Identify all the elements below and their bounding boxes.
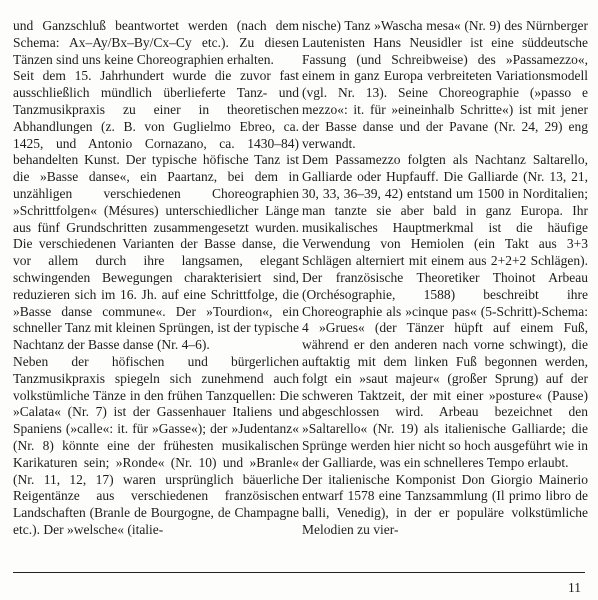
right-column [302, 18, 588, 539]
paragraph-mainerio: Der italienische Komponist Don Giorgio Mainerio entwarf 1578 eine Tanzsammlung (Il primo libro de balli, Venedig), in der er populäre volkstümliche Melodien zu vier- [302, 471, 588, 537]
paragraph-passamezzo: nische) Tanz »Wascha mesa« (Nr. 9) des Nürnberger Lautenisten Hans Neusidler ist eine süddeutsche Fassung (und Schreibweise) des »Passamezzo«, einem in ganz Europa verbreiteten Variationsmodell (vgl. Nr. 13). Seine Choreographie (»passo e mezzo«: it. für »eineinhalb Schritte«) ist mit jener der Basse danse und der Pavane (Nr. 24, 29) eng verwandt. [302, 18, 588, 151]
paragraph-volkstuemliche-taenze: Neben der höfischen und bürgerlichen Tanzmusikpraxis spiegeln sich zunehmend auch volkstümliche Tänze in den frühen Tanzquellen: Die »Calata« (Nr. 7) ist der Gassenhauer Italiens und Spaniens (»calle«: it. für »Gasse«); der »Judentanz« (Nr. 8) könnte eine der frühesten musikalischen Karikaturen sein; »Ronde« (Nr. 10) und »Branle« (Nr. 11, 12, 17) waren ursprünglich bäuerliche Reigentänze aus verschiedenen französischen Landschaften (Branle de Bourgogne, de Champagne etc.). Der »welsche« (italie- [13, 353, 299, 537]
page-number: 11 [568, 580, 581, 595]
paragraph-schema: und Ganzschluß beantwortet werden (nach dem Schema: Ax–Ay/Bx–By/Cx–Cy etc.). Zu diesen Tänzen sind uns keine Choreographien erhalten. [13, 18, 299, 67]
paragraph-basse-danse: Seit dem 15. Jahrhundert wurde die zuvor fast ausschließlich mündlich überlieferte Tanz- und Tanzmusikpraxis zu einer in theoretischen Abhandlungen (z. B. von Guglielmo Ebreo, ca. 1425, und Antonio Cornazano, ca. 1430–84) behandelten Kunst. Der typische höfische Tanz ist die »Basse danse«, ein Paartanz, bei dem in unzähligen verschiedenen Choreographien »Schrittfolgen« (Mésures) unterschiedlicher Länge aus fünf Grundschritten zusammengesetzt wurden. Die verschiedenen Varianten der Basse danse, die vor allem durch ihre langsamen, elegant schwingenden Bewegungen charakterisiert sind, reduzieren sich im 16. Jh. auf eine Schrittfolge, die »Basse danse commune«. Der »Tourdion«, ein schneller Tanz mit kleinen Sprüngen, ist der typische Nachtanz der Basse danse (Nr. 4–6). [13, 68, 299, 353]
left-column [13, 18, 299, 539]
paragraph-galliarde: Dem Passamezzo folgten als Nachtanz Saltarello, Galliarde oder Hupfauff. Die Galliarde (Nr. 13, 21, 30, 33, 36–39, 42) entstand um 1500 in Norditalien; man tanzte sie aber bald in ganz Europa. Ihr musikalisches Hauptmerkmal ist die häufige Verwendung von Hemiolen (ein Takt aus 3+3 Schlägen alterniert mit einem aus 2+2+2 Schlägen). Der französische Theoretiker Thoinot Arbeau (Orchésographie, 1588) beschreibt ihre Choreographie als »cinque pas« (5-Schritt)-Schema: 4 »Grues« (der Tänzer hüpft auf einem Fuß, während er den anderen nach vorne schwingt), die auftaktig mit dem linken Fuß begonnen werden, folgt ein »saut majeur« (großer Sprung) auf der schweren Taktzeit, der mit einer »posture« (Pause) abgeschlossen wird. Arbeau bezeichnet den »Saltarello« (Nr. 19) als italienische Galliarde; die Sprünge werden hier nicht so hoch ausgeführt wie in der Galliarde, was ein schnelleres Tempo erlaubt. [302, 152, 588, 470]
footer-rule [13, 572, 585, 573]
